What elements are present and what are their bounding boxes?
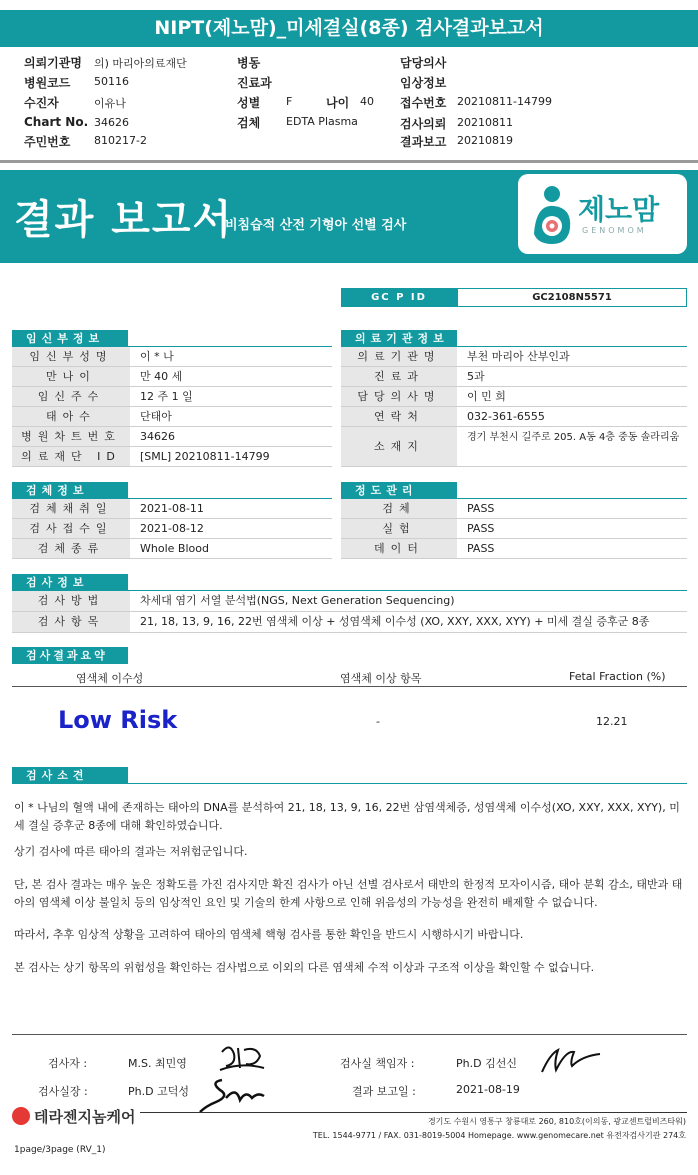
tester-signature (216, 1040, 268, 1074)
opinion-paragraph-2: 상기 검사에 따른 태아의 결과는 저위험군입니다. (14, 845, 248, 858)
row-value: PASS (467, 502, 495, 515)
request-value: 20210811 (457, 116, 513, 129)
row-value: 만 40 세 (140, 370, 183, 383)
table-row (12, 519, 332, 539)
address-line-1: 경기도 수원시 영통구 창룡대로 260, 810호(이의동, 광교센트럴비즈타워) (427, 1117, 686, 1126)
col-abnormal-items: 염색체 이상 항목 (340, 672, 422, 685)
report-date-value: 20210819 (457, 134, 513, 147)
row-label: 검사접수일 (12, 519, 130, 538)
institution-value: 의) 마리아의료재단 (94, 57, 187, 70)
row-value: 5과 (467, 370, 485, 383)
row-value: 2021-08-12 (140, 522, 204, 535)
row-value: 차세대 염기 서열 분석법(NGS, Next Generation Sequencing) (140, 594, 455, 607)
table-row (341, 387, 687, 407)
genomom-logo (518, 174, 687, 254)
table-row (12, 367, 332, 387)
row-label: 소재지 (341, 427, 457, 466)
rrn-label: 주민번호 (24, 135, 71, 149)
hospital-code-value: 50116 (94, 75, 129, 88)
row-label: 데이터 (341, 539, 457, 558)
row-value: 2021-08-11 (140, 502, 204, 515)
row-label: 태아수 (12, 407, 130, 426)
row-label: 담당의사명 (341, 387, 457, 406)
report-date-label: 결과보고 (400, 135, 447, 149)
table-row (12, 347, 332, 367)
institution-label: 의뢰기관명 (24, 56, 82, 70)
lab-chief-value: Ph.D 고덕성 (128, 1085, 189, 1098)
row-label: 만나이 (12, 367, 130, 386)
table-row (12, 427, 332, 447)
row-label: 검체종류 (12, 539, 130, 558)
clinical-label: 임상정보 (400, 76, 447, 90)
row-label: 검사항목 (12, 612, 130, 632)
chart-label: Chart No. (24, 115, 89, 129)
report-date-sign-value: 2021-08-19 (456, 1083, 520, 1096)
sex-label: 성별 (237, 96, 261, 110)
result-summary-header: 검사결과요약 (12, 647, 128, 664)
banner-subtitle: 비침습적 산전 기형아 선별 검사 (225, 218, 407, 233)
report-date-sign-label: 결과 보고일 : (352, 1085, 416, 1098)
row-label: 연락처 (341, 407, 457, 426)
age-label: 나이 (326, 96, 350, 110)
examinee-label: 수진자 (24, 96, 59, 110)
request-label: 검사의뢰 (400, 117, 447, 131)
opinion-paragraph-3: 단, 본 검사 결과는 매우 높은 정확도를 가진 검사지만 확진 검사가 아닌 선별 검사로서 태반의 한정적 모자이시즘, 태아 분획 감소, 태반과 태아의 염색체 이상 불일치 등의 임상적인 요인 및 기술의 한계 사항으로 인해 위음성의 가능성을 완전히 배제할 수 없습니다. (14, 878, 683, 909)
result-summary-columns (12, 667, 687, 687)
lab-head-label: 검사실 책임자 : (340, 1057, 415, 1070)
receipt-value: 20210811-14799 (457, 95, 552, 108)
row-label: 검사방법 (12, 591, 130, 611)
qc-info-header: 정도관리 (341, 482, 457, 499)
receipt-label: 접수번호 (400, 96, 447, 110)
table-row (12, 612, 687, 633)
table-row (341, 347, 687, 367)
specimen-info-header: 검체정보 (12, 482, 128, 499)
opinion-paragraph-5: 본 검사는 상기 항목의 위험성을 확인하는 검사법으로 이외의 다른 염색체 수적 이상과 구조적 이상을 확인할 수 없습니다. (14, 961, 595, 974)
table-row (12, 499, 332, 519)
row-label: 의료재단 ID (12, 447, 130, 466)
opinion-header: 검사소견 (12, 767, 128, 784)
logo-subtext: GENOMOM (582, 226, 647, 235)
table-row (12, 407, 332, 427)
examinee-value: 이유나 (94, 97, 126, 110)
row-value: PASS (467, 542, 495, 555)
table-row (12, 539, 332, 559)
company-logo (12, 1106, 135, 1127)
opinion-header-line (12, 783, 687, 784)
table-row (341, 519, 687, 539)
company-address (290, 1115, 686, 1143)
row-label: 임신부성명 (12, 347, 130, 366)
fetal-fraction-value: 12.21 (596, 715, 628, 728)
row-label: 의료기관명 (341, 347, 457, 366)
row-label: 진료과 (341, 367, 457, 386)
pregnant-info-header: 임신부정보 (12, 330, 128, 347)
test-info-header: 검사정보 (12, 574, 128, 591)
risk-result: Low Risk (58, 706, 178, 734)
row-value: [SML] 20210811-14799 (140, 450, 270, 463)
table-row (341, 367, 687, 387)
doctor-label: 담당의사 (400, 56, 447, 70)
ward-label: 병동 (237, 56, 261, 70)
dept-label: 진료과 (237, 76, 272, 90)
logo-text: 제노맘 (578, 193, 660, 226)
tester-label: 검사자 : (48, 1057, 88, 1070)
row-value: 12 주 1 일 (140, 390, 193, 403)
age-value: 40 (360, 95, 374, 108)
table-row (341, 499, 687, 519)
row-label: 검체 (341, 499, 457, 518)
company-name: 테라젠지놈케어 (34, 1108, 136, 1126)
page-number: 1page/3page (RV_1) (14, 1145, 106, 1155)
tester-value: M.S. 최민영 (128, 1057, 187, 1070)
hospital-code-label: 병원코드 (24, 76, 71, 90)
table-row (341, 407, 687, 427)
row-value: 032-361-6555 (467, 410, 545, 423)
lab-chief-label: 검사실장 : (38, 1085, 88, 1098)
row-value: 21, 18, 13, 9, 16, 22번 염색체 이상 + 성염색체 이수성 (XO, XXY, XXX, XYY) + 미세 결실 증후군 8종 (140, 615, 650, 628)
table-row (12, 591, 687, 612)
company-logo-icon (12, 1107, 30, 1125)
specimen-label: 검체 (237, 116, 261, 130)
lab-head-value: Ph.D 김선신 (456, 1057, 517, 1070)
row-label: 검체채취일 (12, 499, 130, 518)
header-divider (0, 160, 698, 163)
row-label: 실험 (341, 519, 457, 538)
table-row (12, 447, 332, 467)
institution-info-header: 의료기관정보 (341, 330, 457, 347)
lab-head-signature (536, 1042, 606, 1078)
footer-divider (140, 1112, 687, 1113)
row-value: 34626 (140, 430, 175, 443)
abnormal-items-value: - (376, 715, 380, 728)
report-title: NIPT(제노맘)_미세결실(8종) 검사결과보고서 (0, 10, 698, 47)
specimen-value: EDTA Plasma (286, 115, 358, 128)
opinion-paragraph-4: 따라서, 추후 임상적 상황을 고려하여 태아의 염색체 핵형 검사를 통한 확인을 반드시 시행하시기 바랍니다. (14, 928, 524, 941)
row-label: 임신주수 (12, 387, 130, 406)
gcpid-value: GC2108N5571 (457, 288, 687, 307)
chart-value: 34626 (94, 116, 129, 129)
opinion-paragraph-1: 이 * 나님의 혈액 내에 존재하는 태아의 DNA를 분석하여 21, 18, 13, 9, 16, 22번 삼염색체증, 성염색체 이수성(XO, XXY, XXX, XYY), 미세 결실 증후군 8종에 대해 확인하였습니다. (14, 801, 680, 832)
row-value: Whole Blood (140, 542, 209, 555)
table-row (341, 427, 687, 467)
rrn-value: 810217-2 (94, 134, 147, 147)
signature-divider (12, 1034, 687, 1035)
sex-value: F (286, 95, 293, 108)
row-value: 이 * 나 (140, 350, 174, 363)
col-aneuploidy: 염색체 이수성 (76, 672, 144, 685)
gcpid-label: GC P ID (341, 288, 457, 307)
row-label: 병원차트번호 (12, 427, 130, 446)
table-row (341, 539, 687, 559)
col-fetal-fraction: Fetal Fraction (%) (569, 670, 666, 683)
table-row (12, 387, 332, 407)
row-value: 부천 마리아 산부인과 (467, 350, 570, 363)
row-value: 단태아 (140, 410, 172, 423)
row-value: PASS (467, 522, 495, 535)
row-value: 경기 부천시 길주로 205. A동 4층 중동 솔라리움 (467, 432, 680, 443)
address-line-2: TEL. 1544-9771 / FAX. 031-8019-5004 Homepage. www.genomecare.net 유전자검사기관 274호 (312, 1131, 686, 1140)
row-value: 이 민 희 (467, 390, 506, 403)
banner-title: 결과 보고서 (14, 197, 234, 243)
genomom-logo-icon (524, 174, 584, 254)
